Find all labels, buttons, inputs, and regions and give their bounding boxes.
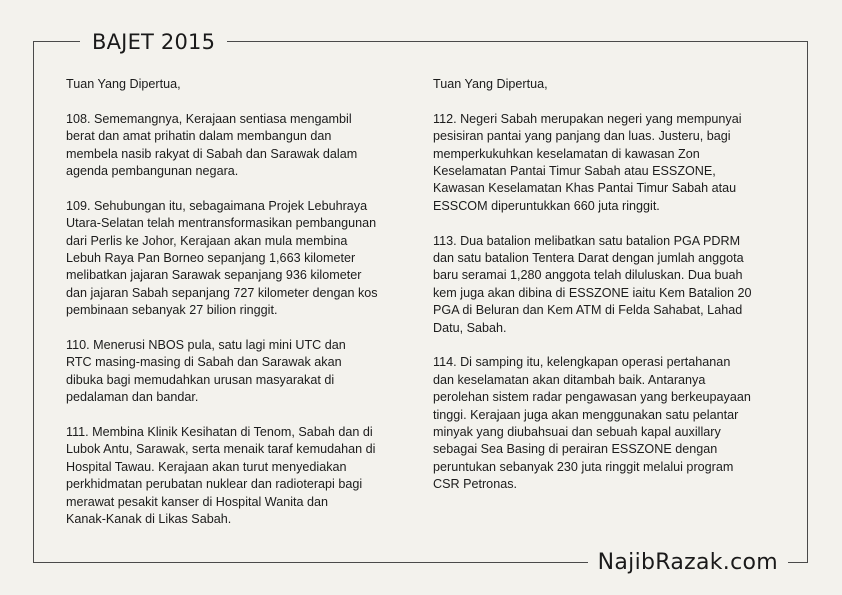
page-title: BAJET 2015 — [80, 27, 227, 57]
brand-logo-text: NajibRazak.com — [588, 548, 788, 578]
left-column — [66, 76, 424, 546]
paragraph-113: 113. Dua batalion melibatkan satu batalion PGA PDRM dan satu batalion Tentera Darat dengan jumlah anggota baru seramai 1,280 anggota telah diluluskan. Dua buah kem juga akan dibina di ESSZONE iaitu Kem Batalion 20 PGA di Beluran dan Kem ATM di Felda Sahabat, Lahad Datu, Sabah. — [433, 233, 752, 335]
paragraph-110: 110. Menerusi NBOS pula, satu lagi mini UTC dan RTC masing-masing di Sabah dan Sarawak akan dibuka bagi memudahkan urusan masyarakat di pedalaman dan bandar. — [66, 338, 346, 405]
paragraph-109: 109. Sehubungan itu, sebagaimana Projek Lebuhraya Utara-Selatan telah mentransformasikan pembangunan dari Perlis ke Johor, Kerajaan akan mula membina Lebuh Raya Pan Borneo sepanjang 1,663 kilometer melibatkan jajaran Sarawak sepanjang 936 kilometer dan jajaran Sabah sepanjang 727 kilometer dengan kos pembinaan sebanyak 27 bilion ringgit. — [66, 198, 378, 318]
paragraph-108: 108. Sememangnya, Kerajaan sentiasa mengambil berat dan amat prihatin dalam membangun dan membela nasib rakyat di Sabah dan Sarawak dalam agenda pembangunan negara. — [66, 111, 358, 179]
paragraph-111: 111. Membina Klinik Kesihatan di Tenom, Sabah dan di Lubok Antu, Sarawak, serta menaik taraf kemudahan di Hospital Tawau. Kerajaan akan turut menyediakan perkhidmatan perubatan nuklear dan radioterapi bagi merawat pesakit kanser di Hospital Wanita dan Kanak-Kanak di Likas Sabah. — [66, 425, 376, 527]
right-column — [433, 76, 795, 511]
paragraph-salutation: Tuan Yang Dipertua, — [66, 77, 181, 91]
paragraph-112: 112. Negeri Sabah merupakan negeri yang mempunyai pesisiran pantai yang panjang dan luas. Justeru, bagi memperkukuhkan keselamatan di kawasan Zon Keselamatan Pantai Timur Sabah atau ESSZONE, Kawasan Keselamatan Khas Pantai Timur Sabah atau ESSCOM diperuntukkan 660 juta ringgit. — [433, 111, 742, 213]
paragraph-114: 114. Di samping itu, kelengkapan operasi pertahanan dan keselamatan akan ditambah baik. Antaranya perolehan sistem radar pengawasan yang berkeupayaan tinggi. Kerajaan juga akan menggunakan satu pelantar minyak yang diubahsuai dan sebuah kapal auxillary sebagai Sea Basing di perairan ESSZONE dengan peruntukan sebanyak 230 juta ringgit melalui program CSR Petronas. — [433, 355, 751, 492]
paragraph-salutation: Tuan Yang Dipertua, — [433, 77, 548, 91]
